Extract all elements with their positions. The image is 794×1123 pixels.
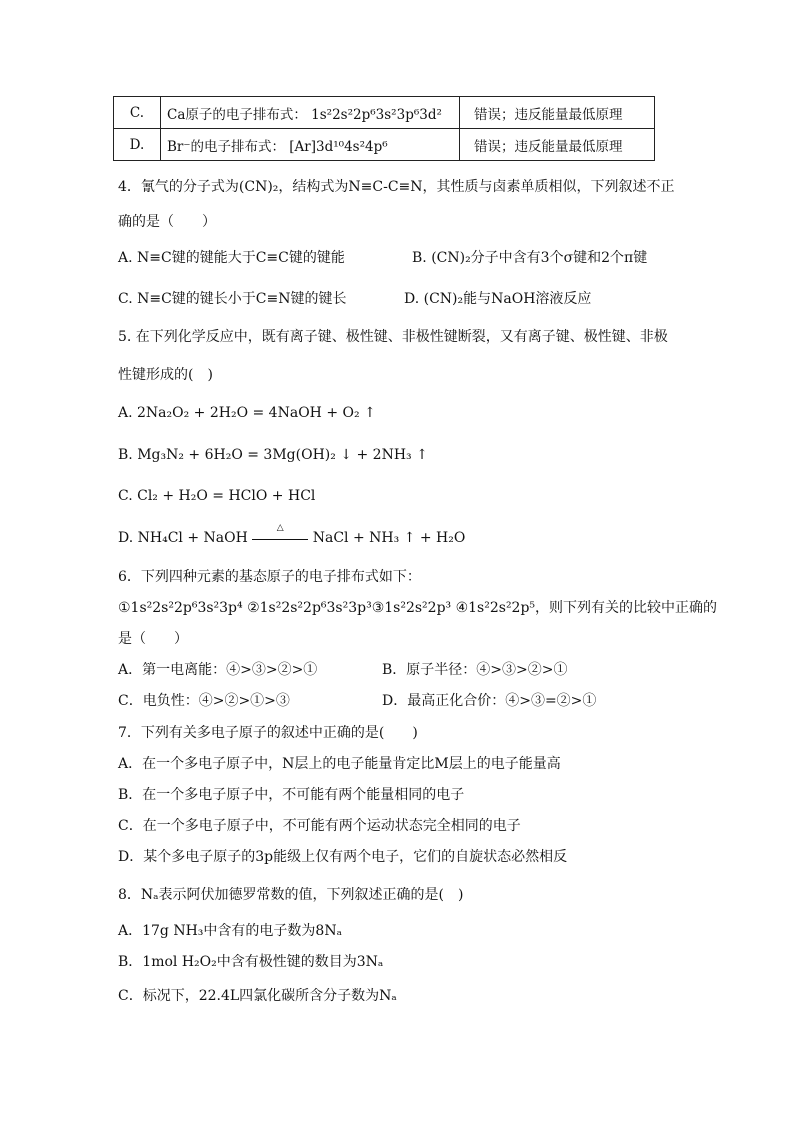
q5-stem-cont: 性键形成的( )	[118, 367, 213, 383]
q4-stem-cont: 确的是（ ）	[118, 214, 216, 230]
q6-option-b: B．原子半径：④>③>②>①	[382, 662, 568, 678]
q5-option-d-reactants: D. NH₄Cl + NaOH	[118, 530, 253, 546]
row-letter: C.	[114, 97, 161, 129]
q7-option-a: A．在一个多电子原子中，N层上的电子能量肯定比M层上的电子能量高	[118, 756, 561, 772]
q4-stem: 4．氰气的分子式为(CN)₂，结构式为N≡C-C≡N，其性质与卤素单质相似，下列叙述不正	[118, 179, 675, 195]
q8-option-a: A．17g NH₃中含有的电子数为8Nₐ	[118, 923, 342, 939]
q5-option-d	[118, 523, 466, 546]
q8-option-c: C．标况下，22.4L四氯化碳所含分子数为Nₐ	[118, 988, 397, 1004]
q8-option-b: B．1mol H₂O₂中含有极性键的数目为3Nₐ	[118, 954, 384, 970]
q6-option-a: A．第一电离能：④>③>②>①	[118, 662, 318, 678]
table-row	[114, 97, 655, 129]
q6-configurations: ①1s²2s²2p⁶3s²3p⁴ ②1s²2s²2p⁶3s²3p³③1s²2s²2p³ ④1s²2s²2p⁵，则下列有关的比较中正确的	[118, 600, 718, 616]
q7-stem: 7．下列有关多电子原子的叙述中正确的是( )	[118, 725, 418, 741]
row-letter: D.	[114, 129, 161, 161]
q5-option-b: B. Mg₃N₂ + 6H₂O = 3Mg(OH)₂ ↓ + 2NH₃ ↑	[118, 447, 428, 463]
q4-option-a: A. N≡C键的键能大于C≡C键的键能	[118, 250, 345, 266]
q4-option-d: D. (CN)₂能与NaOH溶液反应	[404, 291, 592, 307]
q8-stem: 8．Nₐ表示阿伏加德罗常数的值，下列叙述正确的是( )	[118, 887, 464, 903]
q6-stem: 6．下列四种元素的基态原子的电子排布式如下：	[118, 569, 421, 585]
q4-option-b: B. (CN)₂分子中含有3个σ键和2个π键	[412, 250, 648, 266]
q6-option-c: C．电负性：④>②>①>③	[118, 693, 290, 709]
table-row	[114, 129, 655, 161]
options-table	[113, 96, 655, 161]
row-statement: Ca原子的电子排布式： 1s²2s²2p⁶3s²3p⁶3d²	[161, 97, 460, 129]
q4-option-c: C. N≡C键的键长小于C≡N键的键长	[118, 291, 347, 307]
row-verdict: 错误；违反能量最低原理	[460, 129, 655, 161]
q7-option-b: B．在一个多电子原子中，不可能有两个能量相同的电子	[118, 787, 465, 803]
heating-condition	[252, 525, 308, 540]
q7-option-d: D．某个多电子原子的3p能级上仅有两个电子，它们的自旋状态必然相反	[118, 849, 568, 865]
q5-option-d-products: NaCl + NH₃ ↑ + H₂O	[308, 530, 466, 546]
row-statement: Br⁻的电子排布式： [Ar]3d¹⁰4s²4p⁶	[161, 129, 460, 161]
q5-option-a: A. 2Na₂O₂ + 2H₂O = 4NaOH + O₂ ↑	[118, 405, 376, 421]
q6-option-d: D．最高正化合价：④>③=②>①	[382, 693, 597, 709]
q5-option-c: C. Cl₂ + H₂O = HClO + HCl	[118, 488, 316, 504]
row-verdict: 错误；违反能量最低原理	[460, 97, 655, 129]
q7-option-c: C．在一个多电子原子中，不可能有两个运动状态完全相同的电子	[118, 818, 521, 834]
q6-stem-end: 是（ ）	[118, 631, 188, 647]
heat-triangle-icon: △	[276, 523, 284, 533]
q5-stem: 5. 在下列化学反应中，既有离子键、极性键、非极性键断裂，又有离子键、极性键、非极	[118, 329, 668, 345]
